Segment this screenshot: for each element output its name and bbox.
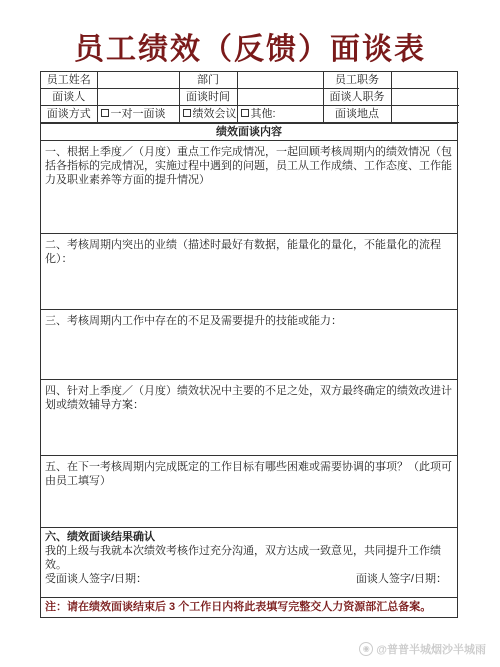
interviewer-position-field[interactable] [391,89,459,106]
interviewer-position-label: 面谈人职务 [323,89,391,106]
location-label: 面谈地点 [323,106,391,123]
option-meeting[interactable] [179,106,237,123]
option-one-on-one-label: 一对一面谈 [110,108,166,120]
option-other-label: 其他: [250,108,276,120]
option-other[interactable] [237,106,323,123]
header-row-2 [41,89,459,106]
header-row-3 [41,106,459,123]
section-shortcomings-text: 三、考核周期内工作中存在的不足及需要提升的技能或能力： [45,315,342,327]
confirmation-text: 我的上级与我就本次绩效考核作过充分沟通，双方达成一致意见，共同提升工作绩效。 [45,545,441,571]
section-achievements[interactable] [41,233,457,309]
checkbox-icon[interactable] [101,109,109,117]
section-difficulties[interactable] [41,455,457,527]
header-row-1 [41,72,459,89]
employee-position-label: 员工职务 [323,72,391,89]
employee-position-field[interactable] [391,72,459,89]
content-header: 绩效面谈内容 [41,123,457,140]
section-improvement-plan-text: 四、针对上季度／（月度）绩效状况中主要的不足之处，双方最终确定的绩效改进计划或绩效辅导方案： [45,385,452,411]
footer-note: 注：请在绩效面谈结束后 3 个工作日内将此表填写完整交人力资源部汇总备案。 [41,597,457,617]
checkbox-icon[interactable] [183,109,191,117]
department-field[interactable] [237,72,323,89]
section-confirmation [41,527,457,597]
watermark [359,641,486,657]
section-review-text: 一、根据上季度／（月度）重点工作完成情况，一起回顾考核周期内的绩效情况（包括各指标的完成情况，实施过程中遇到的问题，员工从工作成绩、工作态度、工作能力及职业素养等方面的提升情况） [45,146,452,186]
employee-signature[interactable]: 受面谈人签字/日期： [45,573,148,585]
signature-row [45,572,453,586]
watermark-logo-icon: ◉ [359,642,373,656]
section-difficulties-text: 五、在下一考核周期内完成既定的工作目标有哪些困难或需要协调的事项？（此项可由员工填写） [45,461,452,487]
location-field[interactable] [391,106,459,123]
interviewer-signature[interactable]: 面谈人签字/日期： [355,573,447,585]
employee-name-label: 员工姓名 [41,72,97,89]
department-label: 部门 [179,72,237,89]
section-improvement-plan[interactable] [41,379,457,455]
interviewer-label: 面谈人 [41,89,97,106]
section-achievements-text: 二、考核周期内突出的业绩（描述时最好有数据，能量化的量化，不能量化的流程化）： [45,239,441,265]
watermark-text: @普普半城烟沙半城雨 [376,644,486,656]
interview-time-field[interactable] [237,89,323,106]
section-shortcomings[interactable] [41,309,457,379]
option-meeting-label: 绩效会议 [192,108,237,120]
interview-form [40,71,458,618]
section-review[interactable] [41,140,457,233]
interviewer-field[interactable] [97,89,179,106]
page-title: 员工绩效（反馈）面谈表 [74,33,426,66]
checkbox-icon[interactable] [241,109,249,117]
option-one-on-one[interactable] [97,106,179,123]
employee-name-field[interactable] [97,72,179,89]
header-table [41,72,459,123]
method-label: 面谈方式 [41,106,97,123]
interview-time-label: 面谈时间 [179,89,237,106]
confirmation-heading: 六、绩效面谈结果确认 [45,531,155,543]
